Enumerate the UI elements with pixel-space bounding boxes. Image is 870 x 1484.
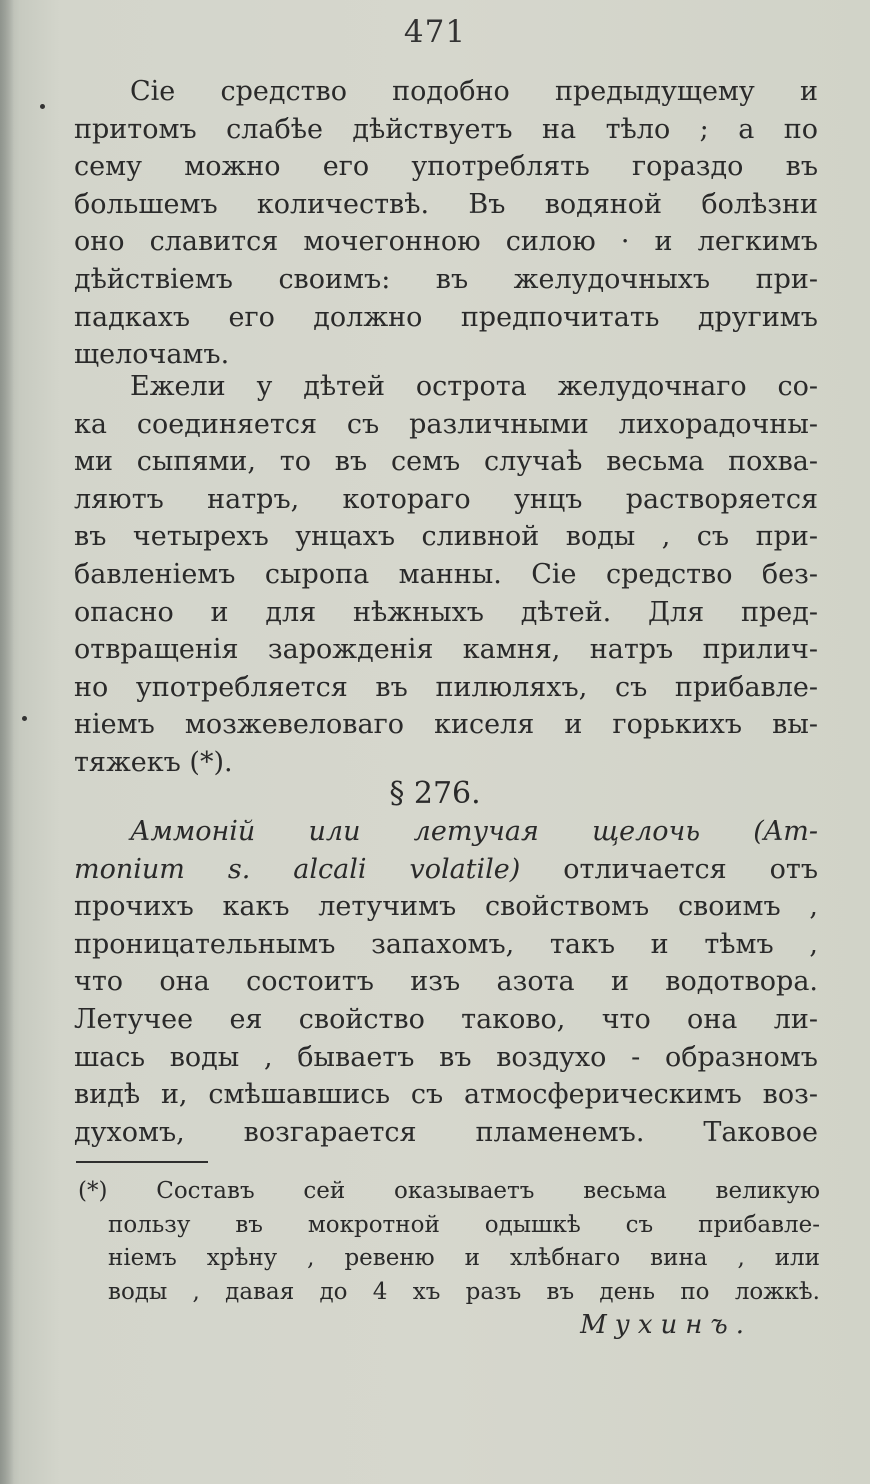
footnote-line: воды , давая до 4 хъ разъ въ день по ложкѣ. bbox=[108, 1278, 820, 1305]
text-line: бавленіемъ сыропа манны. Сіе средство без- bbox=[74, 558, 818, 590]
footnote bbox=[78, 1175, 820, 1309]
text-line: большемъ количествѣ. Въ водяной болѣзни bbox=[74, 188, 818, 220]
footnote-signature: Мухинъ. bbox=[580, 1310, 752, 1340]
footnote-line: (*) Составъ сей оказываетъ весьма великую bbox=[78, 1178, 820, 1204]
text-line: прочихъ какъ летучимъ свойствомъ своимъ , bbox=[74, 891, 818, 923]
page-binding-shadow bbox=[0, 0, 14, 1484]
text-line: падкахъ его должно предпочитать другимъ bbox=[74, 301, 818, 333]
text-line: оно славится мочегонною силою · и легкимъ bbox=[74, 226, 818, 258]
text-line: но употребляется въ пилюляхъ, съ прибавле- bbox=[74, 671, 818, 703]
text-line: ніемъ мозжевеловаго киселя и горькихъ вы- bbox=[74, 709, 818, 741]
section-heading: § 276. bbox=[389, 776, 481, 811]
text-line: опасно и для нѣжныхъ дѣтей. Для пред- bbox=[74, 596, 818, 628]
text-line bbox=[74, 851, 818, 889]
text-line: щелочамъ. bbox=[74, 339, 230, 371]
text-line: духомъ, возгарается пламенемъ. Таковое bbox=[74, 1116, 818, 1148]
text-line: ляютъ натръ, котораго унцъ растворяется bbox=[74, 483, 818, 515]
page-number: 471 bbox=[403, 14, 467, 50]
text-line: что она состоитъ изъ азота и водотвора. bbox=[74, 966, 818, 998]
text-line: сему можно его употреблять гораздо въ bbox=[74, 151, 818, 183]
text-line: отвращенія зарожденія камня, натръ прилич- bbox=[74, 634, 818, 666]
ink-speck bbox=[40, 104, 45, 109]
text-line: дѣйствіемъ своимъ: въ желудочныхъ при- bbox=[74, 263, 818, 295]
text-line: видѣ и, смѣшавшись съ атмосферическимъ воз- bbox=[74, 1079, 818, 1111]
text-line: Летучее ея свойство таково, что она ли- bbox=[74, 1003, 818, 1035]
text-line: шась воды , бываетъ въ воздухо - образномъ bbox=[74, 1041, 818, 1073]
footnote-line: пользу въ мокротной одышкѣ съ прибавле- bbox=[108, 1211, 820, 1238]
ink-speck bbox=[22, 716, 27, 721]
text-line: ка соединяется съ различными лихорадочны- bbox=[74, 408, 818, 440]
text-line-italic: Аммоній или летучая щелочь (Am- bbox=[130, 816, 818, 847]
text-line: Сіе средство подобно предыдущему и bbox=[130, 76, 818, 107]
text-line: въ четырехъ унцахъ сливной воды , съ при- bbox=[74, 521, 818, 553]
text-line-rest: отличается отъ bbox=[520, 853, 818, 885]
latin-term: monium s. alcali volatile) bbox=[74, 853, 521, 885]
paragraph-1 bbox=[74, 73, 818, 374]
text-line: тяжекъ (*). bbox=[74, 746, 233, 778]
text-line: ми сыпями, то въ семъ случаѣ весьма похва- bbox=[74, 446, 818, 478]
text-line: проницательнымъ запахомъ, такъ и тѣмъ , bbox=[74, 928, 818, 960]
text-line: притомъ слабѣе дѣйствуетъ на тѣло ; а по bbox=[74, 113, 818, 145]
paragraph-3 bbox=[74, 813, 818, 1151]
footnote-rule bbox=[76, 1161, 208, 1163]
paragraph-2 bbox=[74, 368, 818, 782]
footnote-line: ніемъ хрѣну , ревеню и хлѣбнаго вина , или bbox=[108, 1245, 820, 1271]
text-line: Ежели у дѣтей острота желудочнаго со- bbox=[130, 371, 818, 402]
